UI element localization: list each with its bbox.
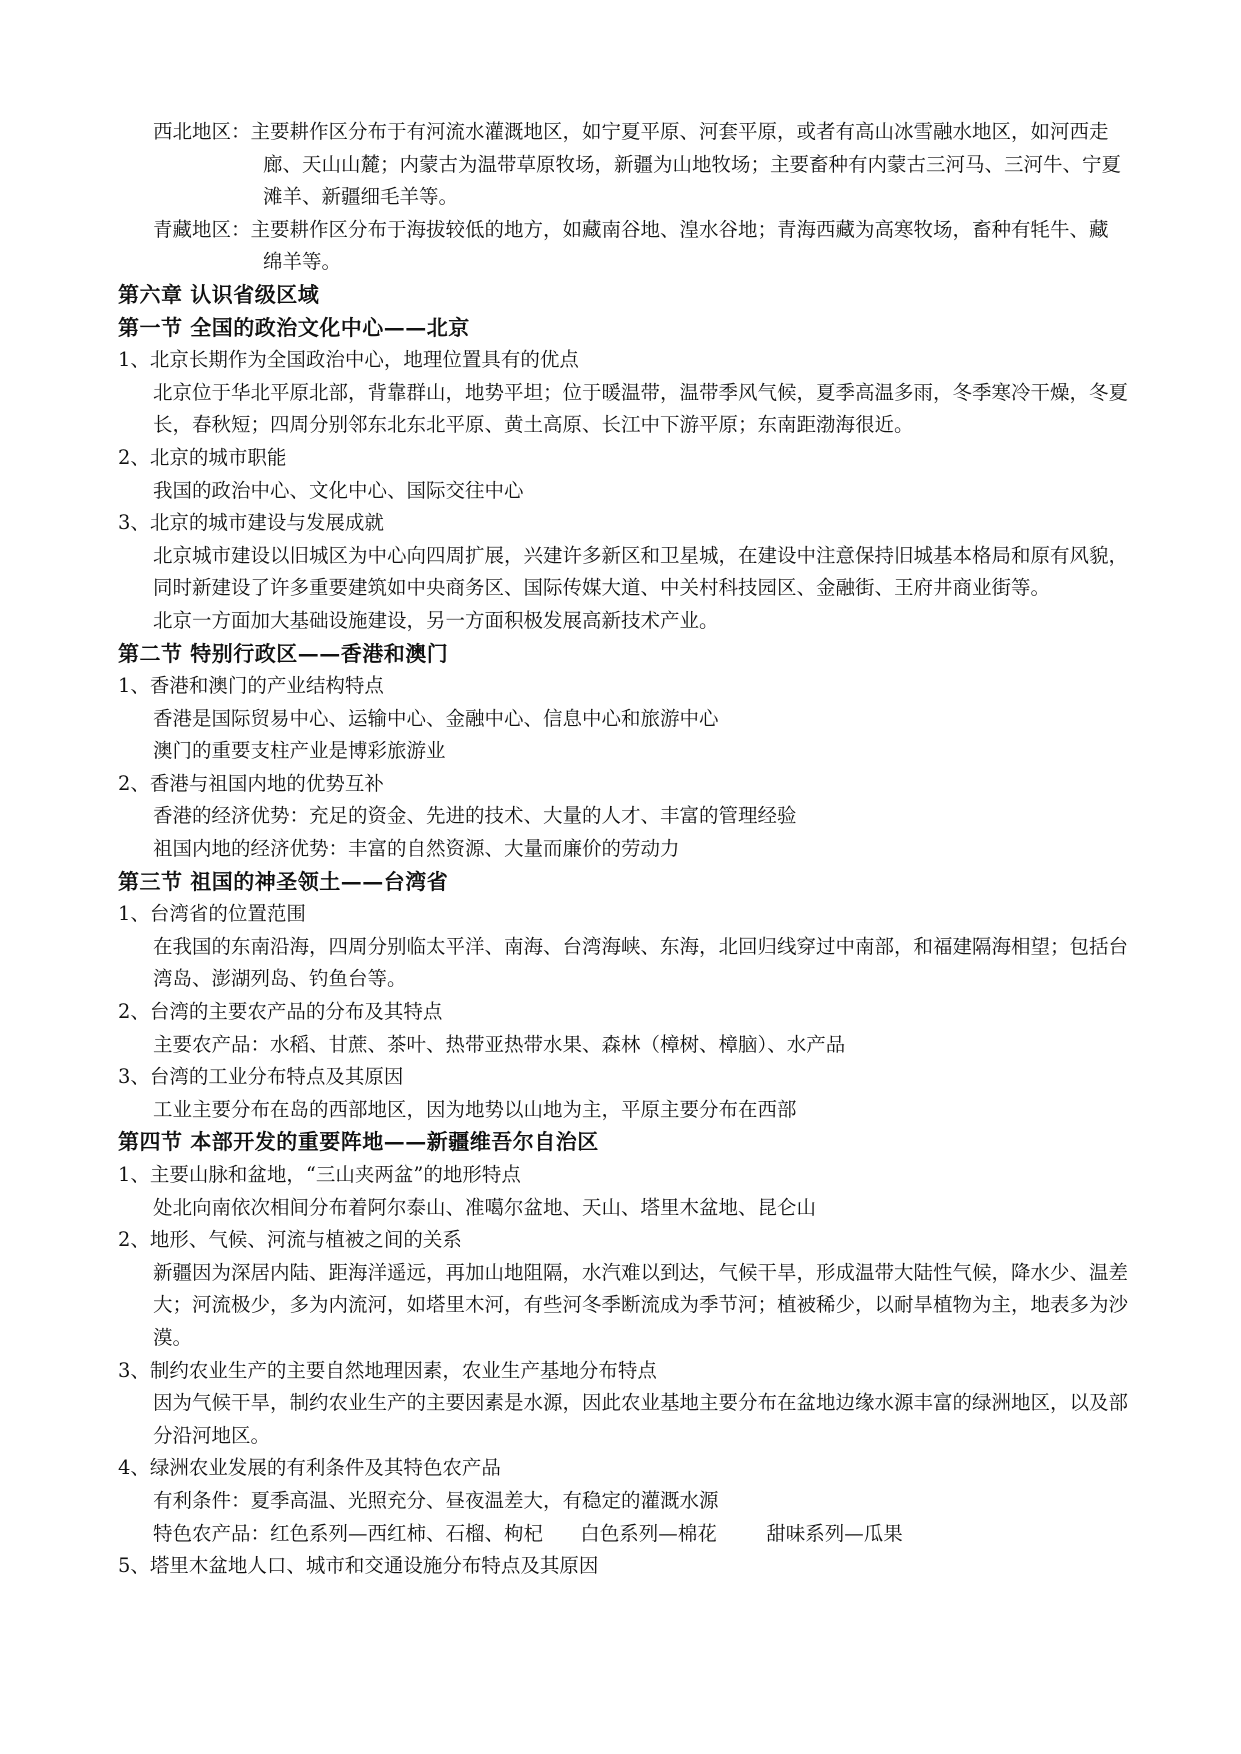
region-label: 青藏地区： (153, 217, 251, 241)
item-title: 1、主要山脉和盆地，“三山夹两盆”的地形特点 (118, 1163, 521, 1186)
section-heading: 第三节 祖国的神圣领土——台湾省 (118, 868, 449, 894)
item-title: 2、香港与祖国内地的优势互补 (118, 771, 384, 795)
item-paragraph: 香港是国际贸易中心、运输中心、金融中心、信息中心和旅游中心 (153, 706, 719, 730)
item-title: 2、北京的城市职能 (118, 445, 287, 469)
item-paragraph: 在我国的东南沿海，四周分别临太平洋、南海、台湾海峡、东海，北回归线穿过中南部，和福建隔海相望；包括台湾岛、澎湖列岛、钓鱼台等。 (153, 934, 1129, 991)
region-northwest (118, 116, 1128, 214)
section-heading: 第四节 本部开发的重要阵地——新疆维吾尔自治区 (118, 1129, 599, 1155)
item-paragraph: 北京一方面加大基础设施建设，另一方面积极发展高新技术产业。 (153, 608, 719, 632)
item-paragraph: 因为气候干旱，制约农业生产的主要因素是水源，因此农业基地主要分布在盆地边缘水源丰富的绿洲地区，以及部分沿河地区。 (153, 1391, 1129, 1447)
region-label: 西北地区： (153, 120, 251, 143)
item-paragraph: 祖国内地的经济优势：丰富的自然资源、大量而廉价的劳动力 (153, 837, 680, 861)
item-title: 2、台湾的主要农产品的分布及其特点 (118, 1000, 443, 1024)
chapter-heading: 第六章 认识省级区域 (118, 281, 320, 307)
item-title: 3、制约农业生产的主要自然地理因素，农业生产基地分布特点 (118, 1358, 657, 1382)
item-paragraph: 澳门的重要支柱产业是博彩旅游业 (153, 739, 446, 763)
item-paragraph: 新疆因为深居内陆、距海洋遥远，再加山地阻隔，水汽难以到达，气候干旱，形成温带大陆性气候，降水少、温差大；河流极少，多为内流河，如塔里木河，有些河冬季断流成为季节河；植被稀少，以耐旱植物为主，地表多为沙漠。 (153, 1260, 1129, 1349)
item-paragraph: 有利条件：夏季高温、光照充分、昼夜温差大，有稳定的灌溉水源 (153, 1488, 719, 1512)
item-title: 3、北京的城市建设与发展成就 (118, 511, 384, 535)
item-title: 1、北京长期作为全国政治中心，地理位置具有的优点 (118, 348, 579, 372)
region-text: 主要耕作区分布于海拔较低的地方，如藏南谷地、湟水谷地；青海西藏为高寒牧场，畜种有牦牛、藏绵羊等。 (250, 217, 1109, 274)
item-title: 2、地形、气候、河流与植被之间的关系 (118, 1228, 462, 1252)
item-paragraph: 处北向南依次相间分布着阿尔泰山、准噶尔盆地、天山、塔里木盆地、昆仑山 (153, 1195, 817, 1219)
item-paragraph: 北京位于华北平原北部，背靠群山，地势平坦；位于暖温带，温带季风气候，夏季高温多雨，冬季寒冷干燥，冬夏长，春秋短；四周分别邻东北东北平原、黄土高原、长江中下游平原；东南距渤海很近。 (153, 380, 1129, 437)
item-title: 4、绿洲农业发展的有利条件及其特色农产品 (118, 1456, 501, 1480)
region-text: 主要耕作区分布于有河流水灌溉地区，如宁夏平原、河套平原，或者有高山冰雪融水地区，如河西走廊、天山山麓；内蒙古为温带草原牧场，新疆为山地牧场；主要畜种有内蒙古三河马、三河牛、宁夏滩羊、新疆细毛羊等。 (250, 120, 1122, 209)
item-paragraph: 我国的政治中心、文化中心、国际交往中心 (153, 478, 524, 502)
item-title: 1、台湾省的位置范围 (118, 902, 306, 926)
document-body (118, 116, 1128, 1583)
region-qinghai-tibet (118, 214, 1128, 279)
item-title: 3、台湾的工业分布特点及其原因 (118, 1065, 404, 1089)
item-title: 5、塔里木盆地人口、城市和交通设施分布特点及其原因 (118, 1554, 599, 1578)
item-title: 1、香港和澳门的产业结构特点 (118, 674, 384, 698)
item-paragraph: 工业主要分布在岛的西部地区，因为地势以山地为主，平原主要分布在西部 (153, 1097, 797, 1121)
section-heading: 第二节 特别行政区——香港和澳门 (118, 640, 449, 666)
section-heading: 第一节 全国的政治文化中心——北京 (118, 314, 470, 340)
item-paragraph: 主要农产品：水稻、甘蔗、茶叶、热带亚热带水果、森林（樟树、樟脑）、水产品 (153, 1032, 846, 1056)
item-paragraph: 特色农产品：红色系列—西红柿、石榴、枸杞 白色系列—棉花 甜味系列—瓜果 (153, 1521, 903, 1545)
item-paragraph: 北京城市建设以旧城区为中心向四周扩展，兴建许多新区和卫星城，在建设中注意保持旧城基本格局和原有风貌，同时新建设了许多重要建筑如中央商务区、国际传媒大道、中关村科技园区、金融街、王府井商业街等。 (153, 543, 1129, 600)
item-paragraph: 香港的经济优势：充足的资金、先进的技术、大量的人才、丰富的管理经验 (153, 804, 797, 828)
